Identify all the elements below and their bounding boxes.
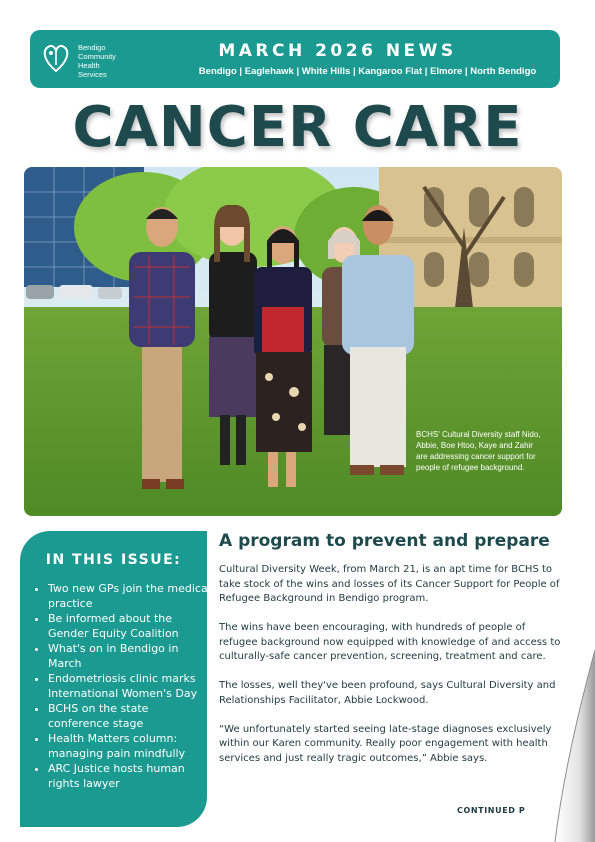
issue-item[interactable]: • What's on in Bendigo in March [48,641,213,671]
header-banner [30,30,560,88]
in-this-issue-box [20,531,211,827]
issue-item[interactable]: • Endometriosis clinic marks International Women's Day [48,671,213,701]
article-body [219,563,565,781]
issue-item[interactable]: • ARC Justice hosts human rights lawyer [48,761,213,791]
logo-line: Community [78,52,116,61]
article-paragraph: The wins have been encouraging, with hundreds of people of refugee background now equipped with knowledge of and access to culturally-safe cancer prevention, screening, treatment and care. [219,622,561,662]
page-title: CANCER CARE [72,95,523,160]
locations-list: Bendigo | Eaglehawk | White Hills | Kangaroo Flat | Elmore | North Bendigo [198,66,537,77]
staff-photo [24,167,562,516]
continued-link[interactable]: CONTINUED P [457,806,526,815]
logo-line: Services [78,70,107,79]
in-this-issue-title: IN THIS ISSUE: [45,552,182,568]
page-curl-icon[interactable] [530,650,595,842]
article-title: A program to prevent and prepare [219,531,550,551]
issue-item[interactable]: • Two new GPs join the medical practice [48,581,213,611]
photo-caption: BCHS' Cultural Diversity staff Nido, Abbie, Boe Htoo, Kaye and Zahir are addressing cancer support for people of refugee background. [416,430,541,472]
logo-line: Health [78,61,100,70]
bchs-logo-icon [40,41,72,75]
issue-item[interactable]: • Health Matters column: managing pain mindfully [48,731,213,761]
article-paragraph: “We unfortunately started seeing late-stage diagnoses exclusively within our Karen community. Really poor engagement with health services and just really tragic outcomes,” Abbie says. [219,723,552,764]
article-paragraph: Cultural Diversity Week, from March 21, is an apt time for BCHS to take stock of the wins and losses of its Cancer Support for People of Refugee Background in Bendigo program. [219,564,560,604]
issue-item[interactable]: • BCHS on the state conference stage [48,701,213,731]
news-title: MARCH 2026 NEWS [218,41,457,61]
in-this-issue-list [34,581,213,791]
logo-text [78,43,158,79]
article-paragraph: The losses, well they've been profound, says Cultural Diversity and Relationships Facilitator, Abbie Lockwood. [219,680,556,706]
logo-line: Bendigo [78,43,106,52]
issue-item[interactable]: • Be informed about the Gender Equity Coalition [48,611,213,641]
